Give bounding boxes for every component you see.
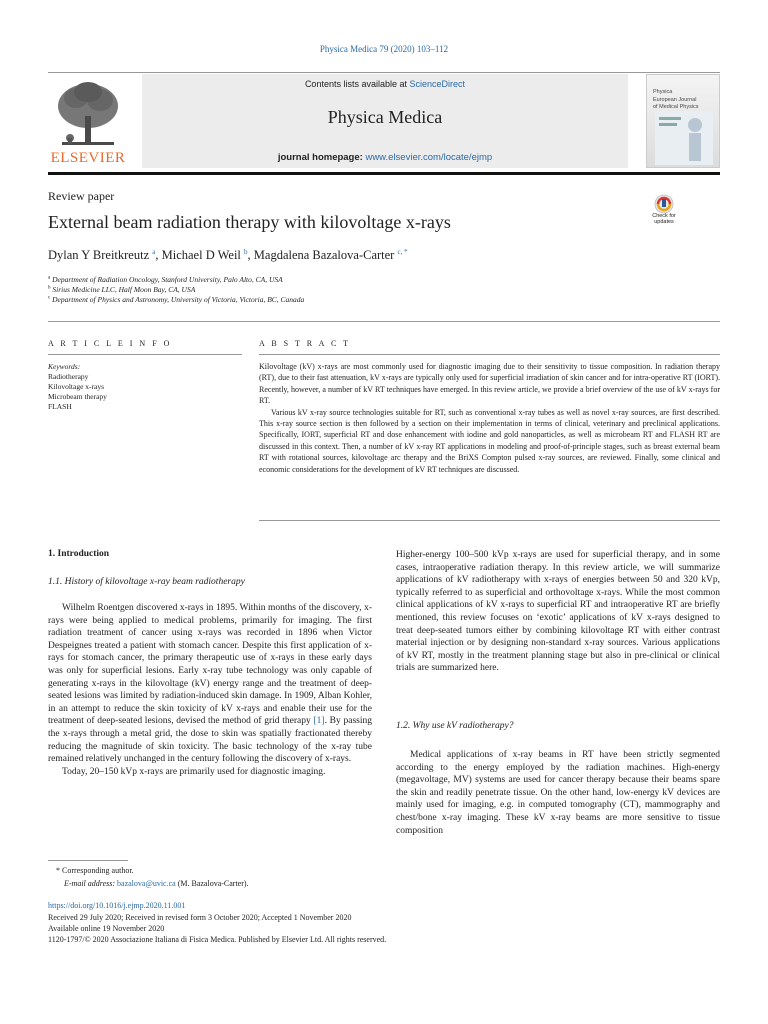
badge-line-1: Check for	[652, 213, 676, 219]
author-list: Dylan Y Breitkreutz $^a$, Michael D Weil $^b$, Magdalena Bazalova-Carter $^{c, *}$	[48, 248, 408, 263]
corresponding-author-note	[56, 866, 134, 875]
abstract-paragraph: Various kV x-ray source technologies suitable for RT, such as conventional x-ray tubes as well as novel x-ray sources, are first described. This x-ray source section is then followed by a section on their implementation in terms of clinical, veterinary and preclinical applications. Specifically, IORT, superficial RT and dose enhancement with iodine and gold nanoparticles, as well as microbeam RT and FLASH RT are discussed in this context. Then, a number of kV x-ray RT applications in modeling and proof-of-principle stages, such as breast external beam RT with rotational sources, kilovoltage arc therapy and the BriXS Compton pulsed x-ray sources, are reviewed. Finally, some clinical and economic considerations for the development of kV RT techniques are discussed.	[259, 407, 720, 474]
keyword: FLASH	[48, 402, 72, 411]
body-paragraph: Wilhelm Roentgen discovered x-rays in 1895. Within months of the discovery, x-rays were being applied to medical problems, primarily for imaging. The first radiation treatment of cancer using x-rays was recorded in 1896 when Victor Despeignes treated a patient with stomach cancer. Despite this first application of x-rays for stomach cancer, the primary therapeutic use of x-rays in these early days was only for superficial lesions. Early x-ray tube technology was only capable of generating x-rays in the kilovoltage (kV) energy range and the treatment of deep-seated lesions was limited by radiation-induced skin damage. In 1909, Alban Kohler, in an attempt to reduce the skin toxicity of kV x-rays and enable their use for the treatment of deep-seated lesions, devised the method of grid therapy [1]. By passing the x-rays through a metal grid, the dose to skin was spatially fractionated thereby reducing the magnitude of skin toxicity. The basic technology of the x-ray tube remained relatively unchanged in the century following the discovery of x-rays.	[48, 603, 372, 765]
affiliation-text: Department of Physics and Astronomy, University of Victoria, Victoria, BC, Canada	[52, 295, 305, 304]
copyright-line: 1120-1797/© 2020 Associazione Italiana di Fisica Medica. Published by Elsevier Ltd. All rights reserved.	[48, 935, 387, 944]
keyword: Radiotherapy	[48, 372, 89, 381]
affiliation-text: Sirius Medicine LLC, Half Moon Bay, CA, USA	[52, 285, 196, 294]
check-for-updates-label	[646, 213, 682, 225]
keyword: Microbeam therapy	[48, 392, 107, 401]
online-date: Available online 19 November 2020	[48, 924, 165, 933]
article-info-rule	[48, 354, 242, 355]
contents-line	[142, 79, 628, 89]
doi-link[interactable]: https://doi.org/10.1016/j.ejmp.2020.11.001	[48, 901, 186, 910]
abstract-bottom-rule	[259, 520, 720, 521]
cover-line-2: European Journal	[653, 97, 697, 103]
affiliation-mark: a	[48, 275, 51, 281]
section-heading-introduction: 1. Introduction	[48, 549, 110, 559]
affiliation-mark: b	[48, 285, 51, 291]
affiliation	[48, 285, 195, 294]
affiliation-mark: c	[48, 295, 51, 301]
keywords-label: Keywords:	[48, 362, 81, 371]
author-affiliation-mark[interactable]: c, *	[397, 248, 408, 256]
author-name[interactable]: Michael D Weil	[161, 248, 241, 263]
affiliation-text: Department of Radiation Oncology, Stanford University, Palo Alto, CA, USA	[52, 275, 283, 284]
contents-prefix: Contents lists available at	[304, 79, 407, 89]
author-name[interactable]: Magdalena Bazalova-Carter	[253, 248, 395, 263]
publisher-wordmark: ELSEVIER	[50, 150, 126, 166]
subsection-heading-history: 1.1. History of kilovoltage x-ray beam radiotherapy	[48, 577, 245, 587]
email-note	[64, 879, 249, 888]
cover-line-3: of Medical Physics	[653, 104, 699, 110]
article-type: Review paper	[48, 189, 115, 203]
right-column-body-top	[396, 549, 720, 675]
abstract-heading: A B S T R A C T	[259, 339, 351, 348]
homepage-label: journal homepage:	[277, 152, 363, 163]
footnote-text: Corresponding author.	[62, 866, 134, 875]
email-link[interactable]: bazalova@uvic.ca	[117, 879, 176, 888]
homepage-link[interactable]: www.elsevier.com/locate/ejmp	[365, 152, 493, 163]
article-info-heading: A R T I C L E I N F O	[48, 339, 172, 348]
header-rule	[48, 72, 720, 73]
body-paragraph: Medical applications of x-ray beams in RT have been strictly segmented according to the energy employed by the radiation machines. High-energy (megavoltage, MV) systems are used for cancer therapy because their beams spare the skin and readily penetrate tissue. On the other hand, low-energy kV devices are mainly used for imaging, e.g. in computed tomography (CT), mammography and chest/bone x-ray imaging. These kV x-ray beams are more sensitive to tissue composition	[396, 750, 720, 836]
subsection-heading-why-kv: 1.2. Why use kV radiotherapy?	[396, 721, 514, 731]
badge-line-2: updates	[654, 219, 674, 225]
left-column-body	[48, 602, 372, 778]
keyword: Kilovoltage x-rays	[48, 382, 105, 391]
keywords-block	[48, 362, 107, 412]
journal-citation[interactable]: Physica Medica 79 (2020) 103–112	[319, 44, 449, 54]
reference-link[interactable]: [1]	[313, 716, 325, 727]
received-dates: Received 29 July 2020; Received in revised form 3 October 2020; Accepted 1 November 2020	[48, 913, 352, 922]
author-affiliation-mark[interactable]: a	[152, 248, 156, 256]
journal-homepage	[142, 152, 628, 163]
journal-cover-thumbnail[interactable]	[646, 74, 720, 168]
email-label: E-mail address:	[64, 879, 116, 888]
abstract-paragraph: Kilovoltage (kV) x-rays are most commonly used for diagnostic imaging due to their sensitivity to tissue composition. In radiation therapy (RT), due to their fast attenuation, kV x-rays are typically only used for superficial irradiation of skin cancer and for intra-operative RT (IORT). Recently, however, a number of kV RT techniques have emerged. In this review article, we provide a brief overview of the use of kV x-rays for RT.	[259, 362, 720, 406]
masthead-thick-rule	[48, 172, 720, 175]
body-paragraph: Today, 20–150 kVp x-rays are primarily used for diagnostic imaging.	[62, 766, 326, 777]
affiliation	[48, 275, 283, 284]
abstract-rule	[259, 354, 720, 355]
affiliation	[48, 295, 304, 304]
sciencedirect-link[interactable]: ScienceDirect	[409, 79, 466, 89]
abstract-body	[259, 361, 720, 475]
cover-figure-icon	[655, 111, 713, 165]
cover-line-1: Physica	[653, 89, 673, 95]
right-column-body-bottom	[396, 749, 720, 837]
email-owner: (M. Bazalova-Carter).	[177, 879, 249, 888]
body-paragraph: Higher-energy 100–500 kVp x-rays are used for superficial therapy, and in some cases, intraoperative radiation therapy. In this review article, we will summarize applications of kV radiotherapy with x-rays of energies between 50 and 320 kVp, typically referred to as superficial and orthovoltage x-rays. While the most common clinical applications of kV x-rays to superficial RT and intraoperative RT are briefly mentioned, this review focuses on ‘exotic’ applications of kV x-rays designed to treat deep-seated tumors either by combining kilovoltage RT with either contrast material injection or by designing non-standard x-ray sources. Various applications of kV RT, mostly in the treatment planning stage but also in pre-clinical or clinical trials are summarized here.	[396, 550, 720, 674]
footnote-rule	[48, 860, 128, 861]
section-rule	[48, 321, 720, 322]
footnote-mark: *	[56, 866, 60, 875]
author-name[interactable]: Dylan Y Breitkreutz	[48, 248, 150, 263]
author-affiliation-mark[interactable]: b	[244, 248, 248, 256]
article-title: External beam radiation therapy with kilovoltage x-rays	[48, 212, 451, 232]
journal-title: Physica Medica	[327, 107, 443, 127]
